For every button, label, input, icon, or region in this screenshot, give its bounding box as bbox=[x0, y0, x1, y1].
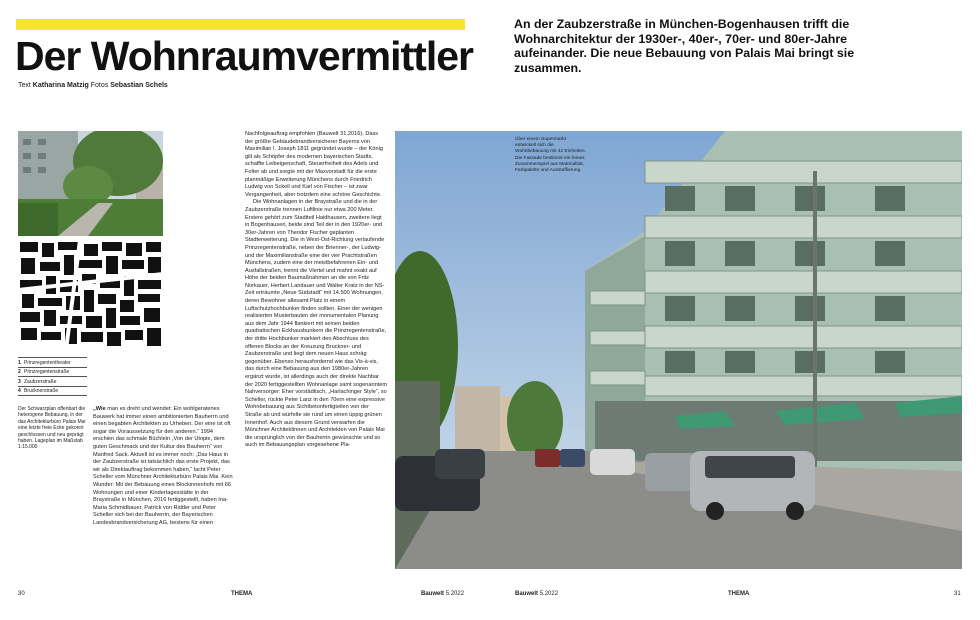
body-text: man es dreht und wendet: Ein wohlgeratenes Bauwerk hat immer einen ambitionierten Bauherrn und einen begabten Architekten zu Urheben. Der eine ist oft sogar die Voraussetzung für den anderen.“ 1994 erschien das schmale Büchlein „Von der Utopie, dem guten Geschmack und der Kultur des Bauherrn“ von Manfred Sack. Aktuell ist es immer noch: „Das Haus in der Zaubzerstraße ist tatsächlich das erste Projekt, das wir als Direktauftrag bekommen haben,“ lacht Peter Scheller vom Münchner Architekturbüro Palais Mai. Kein Wunder: Mit der Bebauung eines Blockinnenhofs mit 66 Wohnungen und einer Kindertagesstätte in der Braystraße in München, 2016 fertiggestellt, haben Ina-Maria Schmidbauer, Patrick von Ridder und Peter Scheller sich bei der Bauherrin, der Bayerischen Landesbrandversicherung AG, bestens für einen bbox=[93, 406, 233, 526]
article-lead: An der Zaubzerstraße in München-Bogenhausen trifft die Wohnarchitektur der 1930er-, 40er-, 70er- und 80er-Jahre aufeinander. Die neue Bebauung von Palais Mai bringt sie zusammen. bbox=[514, 17, 855, 75]
plan-caption: Der Schwarzplan offenbart die heterogene Bebauung, in der das Architekturbüro Palais Mai eine letzte freie Ecke gekonnt geschlossen und neu geprägt haben. Lageplan im Maßstab 1:15.000 bbox=[18, 406, 86, 451]
plan-legend bbox=[18, 357, 87, 396]
issue-label-left: Bauwelt 5.2022 bbox=[421, 591, 465, 597]
legend-item: 3 Zaubzerstraße bbox=[18, 376, 87, 386]
body-lead-word: „Wie bbox=[93, 406, 106, 412]
body-column-1 bbox=[93, 406, 235, 528]
legend-item: 2 Prinzregentenstraße bbox=[18, 367, 87, 377]
photo-caption: Über einem Supermarkt entwickelt sich die Wohnbebauung mit 42 Einheiten. Die Fassade bestimmt ein feines Zusammenspiel aus Materialität, Farbpalette und Ausstaffierung. bbox=[515, 137, 586, 174]
figure-ground-plan bbox=[18, 240, 163, 350]
accent-bar bbox=[16, 19, 465, 30]
body-paragraph: Nachfolgeauftrag empfohlen (Bauwelt 31.2016). Dass der größte Gebäudebrandversicherer Bayerns von Maximilian I. Joseph 1811 gegründet wurde – der König gilt als Schöpfer des modernen bayerischen Stadts, schaffte Leibeigenschaft, Steuerfreiheit des Adels und Folter ab und sorgte mit der Maxvorstadt für die erste planmäßige Erweiterung Münchens durch Friedrich Ludwig von Sckell und Karl von Fischer – ist zwar Vergangenheit, aber trotzdem eine schöne Geschichte. bbox=[245, 131, 383, 198]
legend-item: 4 Brucknerstraße bbox=[18, 386, 87, 397]
byline-text-label: Text bbox=[18, 82, 31, 89]
page-number-left: 30 bbox=[18, 591, 25, 597]
article-title: Der Wohnraumvermittler bbox=[15, 33, 473, 79]
street-photo-small bbox=[18, 131, 163, 236]
byline-author: Katharina Matzig bbox=[32, 82, 89, 89]
issue-label-right: Bauwelt 5.2022 bbox=[515, 591, 559, 597]
body-paragraph: Die Wohnanlagen in der Braystraße und die in der Zaubzerstraße trennen Luftlinie nur etwa 200 Meter. Erstere gehört zum Stadtteil Haidhausen, zweitere liegt in Bogenhausen, beide sind Teil der in den 1920er- und 30er-Jahren von Theodor Fischer geplanten Stadterweiterung. Die in West-Ost-Richtung verlaufende Prinzregentenstraße, neben der Brienner-, der Ludwig- und der Maximilianstraße eine der vier Prachtstraßen Münchens, zudem eine der meistbefahrenen Ein- und Ausfallstraßen, trennt die Viertel und mahnt exakt auf Höhe der beiden Baumaßnahmen an die von Fritz Norkauer, Herbert Landauer und Walter Kratz in der NS-Zeit erträumte „Neue Südstadt“ mit 14.500 Wohnungen, deren Bewohner allesamt Platz in einem Luftschutzhochbunker finden sollten. Einer der wenigen realisierten Musterbauten der monumentalen Planung aus dem Jahr 1944 flankiert mit seinen beiden quadratischen Eckhausbunkern die Prinzregentenstraße, der dritte Hochbunker markiert den Abschluss des offenen Blocks an der Kreuzung Bruckner- und Zaubzerstraße und liegt dem neuen Haus schräg gegenüber. Ebenso herausfordernd wie das Vis-à-vis, das durch eine Bebauung aus den 1980er-Jahren ergänzt wurde, ist allerdings auch der direkte Nachbar der 2020 fertiggestellten Wohnanlage samt sogenanntem Nahversorger: Eher vorstädtisch, „Harlachinger Style“, so Scheller, rückte Peter Lanz in den 70ern eine expressive Wohnbebauung aus Sichtbetonfertigteilen von der Straße ab und würfelte sie rund um einen üppig grünen Innenhof. Auch aus diesem Grund verwarfen die Münchner Architektinnen und Architekten von Palais Mai die ursprünglich von der Bauherrin gewünschte und so auch im Bebauungsplan vorgesehene Pla- bbox=[245, 199, 388, 449]
byline bbox=[18, 82, 168, 89]
building-photo bbox=[395, 131, 962, 569]
byline-photographer: Sebastian Schels bbox=[110, 82, 168, 89]
legend-item: 1 Prinzregententheater bbox=[18, 357, 87, 367]
section-label-right: THEMA bbox=[728, 591, 750, 597]
body-column-2 bbox=[245, 131, 387, 450]
section-label-left: THEMA bbox=[231, 591, 253, 597]
byline-photo-label: Fotos bbox=[90, 82, 109, 89]
page-number-right: 31 bbox=[954, 591, 961, 597]
